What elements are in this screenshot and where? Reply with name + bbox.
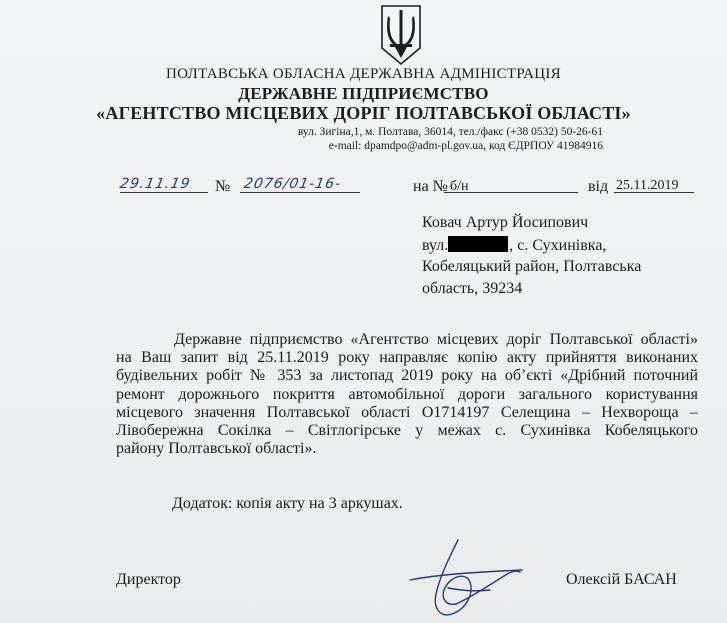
redaction-block xyxy=(448,236,508,252)
recipient-district: Кобеляцький район, Полтавська xyxy=(422,258,642,275)
body-line: Державне підприємство «Агентство місцевих доріг Полтавської області» xyxy=(174,331,698,348)
org-line-enterprise: ДЕРЖАВНЕ ПІДПРИЄМСТВО xyxy=(238,84,489,103)
org-email-code: e-mail: dpamdpo@adm-pl.gov.ua, код ЄДРПОУ 41984916 xyxy=(328,140,603,152)
body-line: району Полтавської області». xyxy=(116,440,317,458)
org-address: вул. Зигіна,1, м. Полтава, 36014, тел./факс (+38 0532) 50-26-61 xyxy=(297,126,603,138)
handwritten-signature xyxy=(400,536,530,623)
incoming-number-value: б/н xyxy=(450,179,469,194)
number-sign: № xyxy=(215,178,231,195)
recipient-street-rest: , с. Сухинівка, xyxy=(509,237,607,254)
body-line: ремонт дорожнього покриття автомобільної дороги загального користування xyxy=(116,385,698,403)
recipient-street xyxy=(422,236,606,255)
letter-body xyxy=(116,331,698,458)
recipient-region: область, 39234 xyxy=(422,280,523,297)
body-line: на Ваш запит від 25.11.2019 року направляє копію акту прийняття виконаних xyxy=(116,349,698,367)
signer-position: Директор xyxy=(116,571,181,588)
trident-emblem-icon xyxy=(379,4,423,66)
attachment-note: Додаток: копія акту на 3 аркушах. xyxy=(172,495,403,512)
outgoing-number: 2076/01-16- xyxy=(242,176,343,192)
body-line: Лівобережна Сокілка – Світлогірське у межах с. Сухинівка Кобеляцького xyxy=(116,422,698,440)
outgoing-date: 29.11.19 xyxy=(118,176,192,192)
body-line: будівельних робіт № 353 за листопад 2019 року на об’єкті «Дрібний поточний xyxy=(116,367,698,385)
signer-name: Олексій БАСАН xyxy=(566,571,677,588)
body-line: місцевого значення Полтавської області О1714197 Селещина – Нехвороща – xyxy=(116,403,698,421)
outgoing-number-underline xyxy=(240,192,360,193)
incoming-number-label: на № xyxy=(413,178,448,195)
incoming-date-value: 25.11.2019 xyxy=(616,178,679,193)
recipient-street-prefix: вул. xyxy=(422,237,449,254)
outgoing-date-underline xyxy=(120,192,208,193)
org-line-agency: «АГЕНТСТВО МІСЦЕВИХ ДОРІГ ПОЛТАВСЬКОЇ ОБЛАСТІ» xyxy=(96,103,631,123)
recipient-name: Ковач Артур Йосипович xyxy=(422,214,589,231)
incoming-date-label: від xyxy=(588,178,609,195)
org-line-administration: ПОЛТАВСЬКА ОБЛАСНА ДЕРЖАВНА АДМІНІСТРАЦІЯ xyxy=(166,66,561,82)
